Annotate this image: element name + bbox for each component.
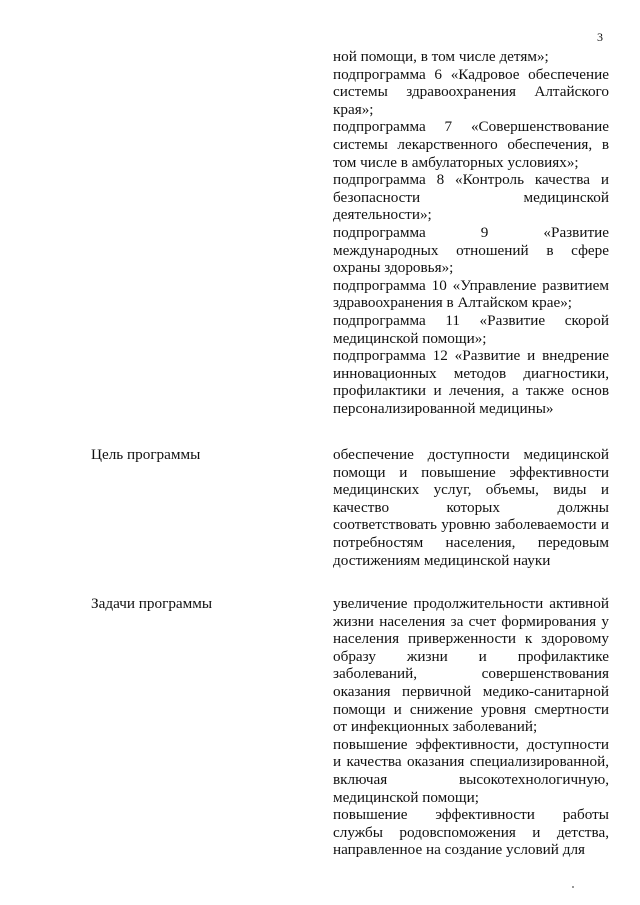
subprogram-item: подпрограмма 9 «Развитие международных отношений в сфере охраны здоровья»; <box>333 223 609 277</box>
subprogram-item: подпрограмма 12 «Развитие и внедрение инновационных методов диагностики, профилактики и лечения, а также основ персонализированной медицины» <box>333 347 609 417</box>
task-item: повышение эффективности, доступности и качества оказания специализированной, включая высокотехнологичную, медицинской помощи; <box>333 735 609 806</box>
subprogram-item: подпрограмма 8 «Контроль качества и безопасности медицинской деятельности»; <box>333 171 609 224</box>
subprogram-item: ной помощи, в том числе детям»; <box>333 48 549 65</box>
page-number: 3 <box>597 30 603 44</box>
task-item: увеличение продолжительности активной жизни населения за счет формирования у населения приверженности к здоровому образу жизни и профилактике заболеваний, совершенствования оказания первичной медико-санитарной помощи и снижение уровня смертности от инфекционных заболеваний; <box>333 595 609 736</box>
goal-text: обеспечение доступности медицинской помощи и повышение эффективности медицинских услуг, объемы, виды и качество которых должны соответствовать уровню заболеваемости и потребностям населения, передовым достижениям медицинской науки <box>333 446 609 569</box>
goal-label: Цель программы <box>91 446 201 463</box>
goal-block <box>333 446 609 569</box>
subprogram-item: подпрограмма 7 «Совершенствование системы лекарственного обеспечения, в том числе в амбулаторных условиях»; <box>333 118 609 171</box>
subprograms-list <box>333 48 609 417</box>
tasks-list <box>333 595 609 859</box>
tasks-label: Задачи программы <box>91 595 213 612</box>
scan-speck <box>572 886 574 888</box>
subprogram-item: подпрограмма 11 «Развитие скорой медицинской помощи»; <box>333 311 609 347</box>
subprogram-item: подпрограмма 10 «Управление развитием здравоохранения в Алтайском крае»; <box>333 276 609 312</box>
task-item: повышение эффективности работы службы родовспоможения и детства, направленное на создание условий для <box>333 806 609 859</box>
subprogram-item: подпрограмма 6 «Кадровое обеспечение системы здравоохранения Алтайского края»; <box>333 65 609 118</box>
